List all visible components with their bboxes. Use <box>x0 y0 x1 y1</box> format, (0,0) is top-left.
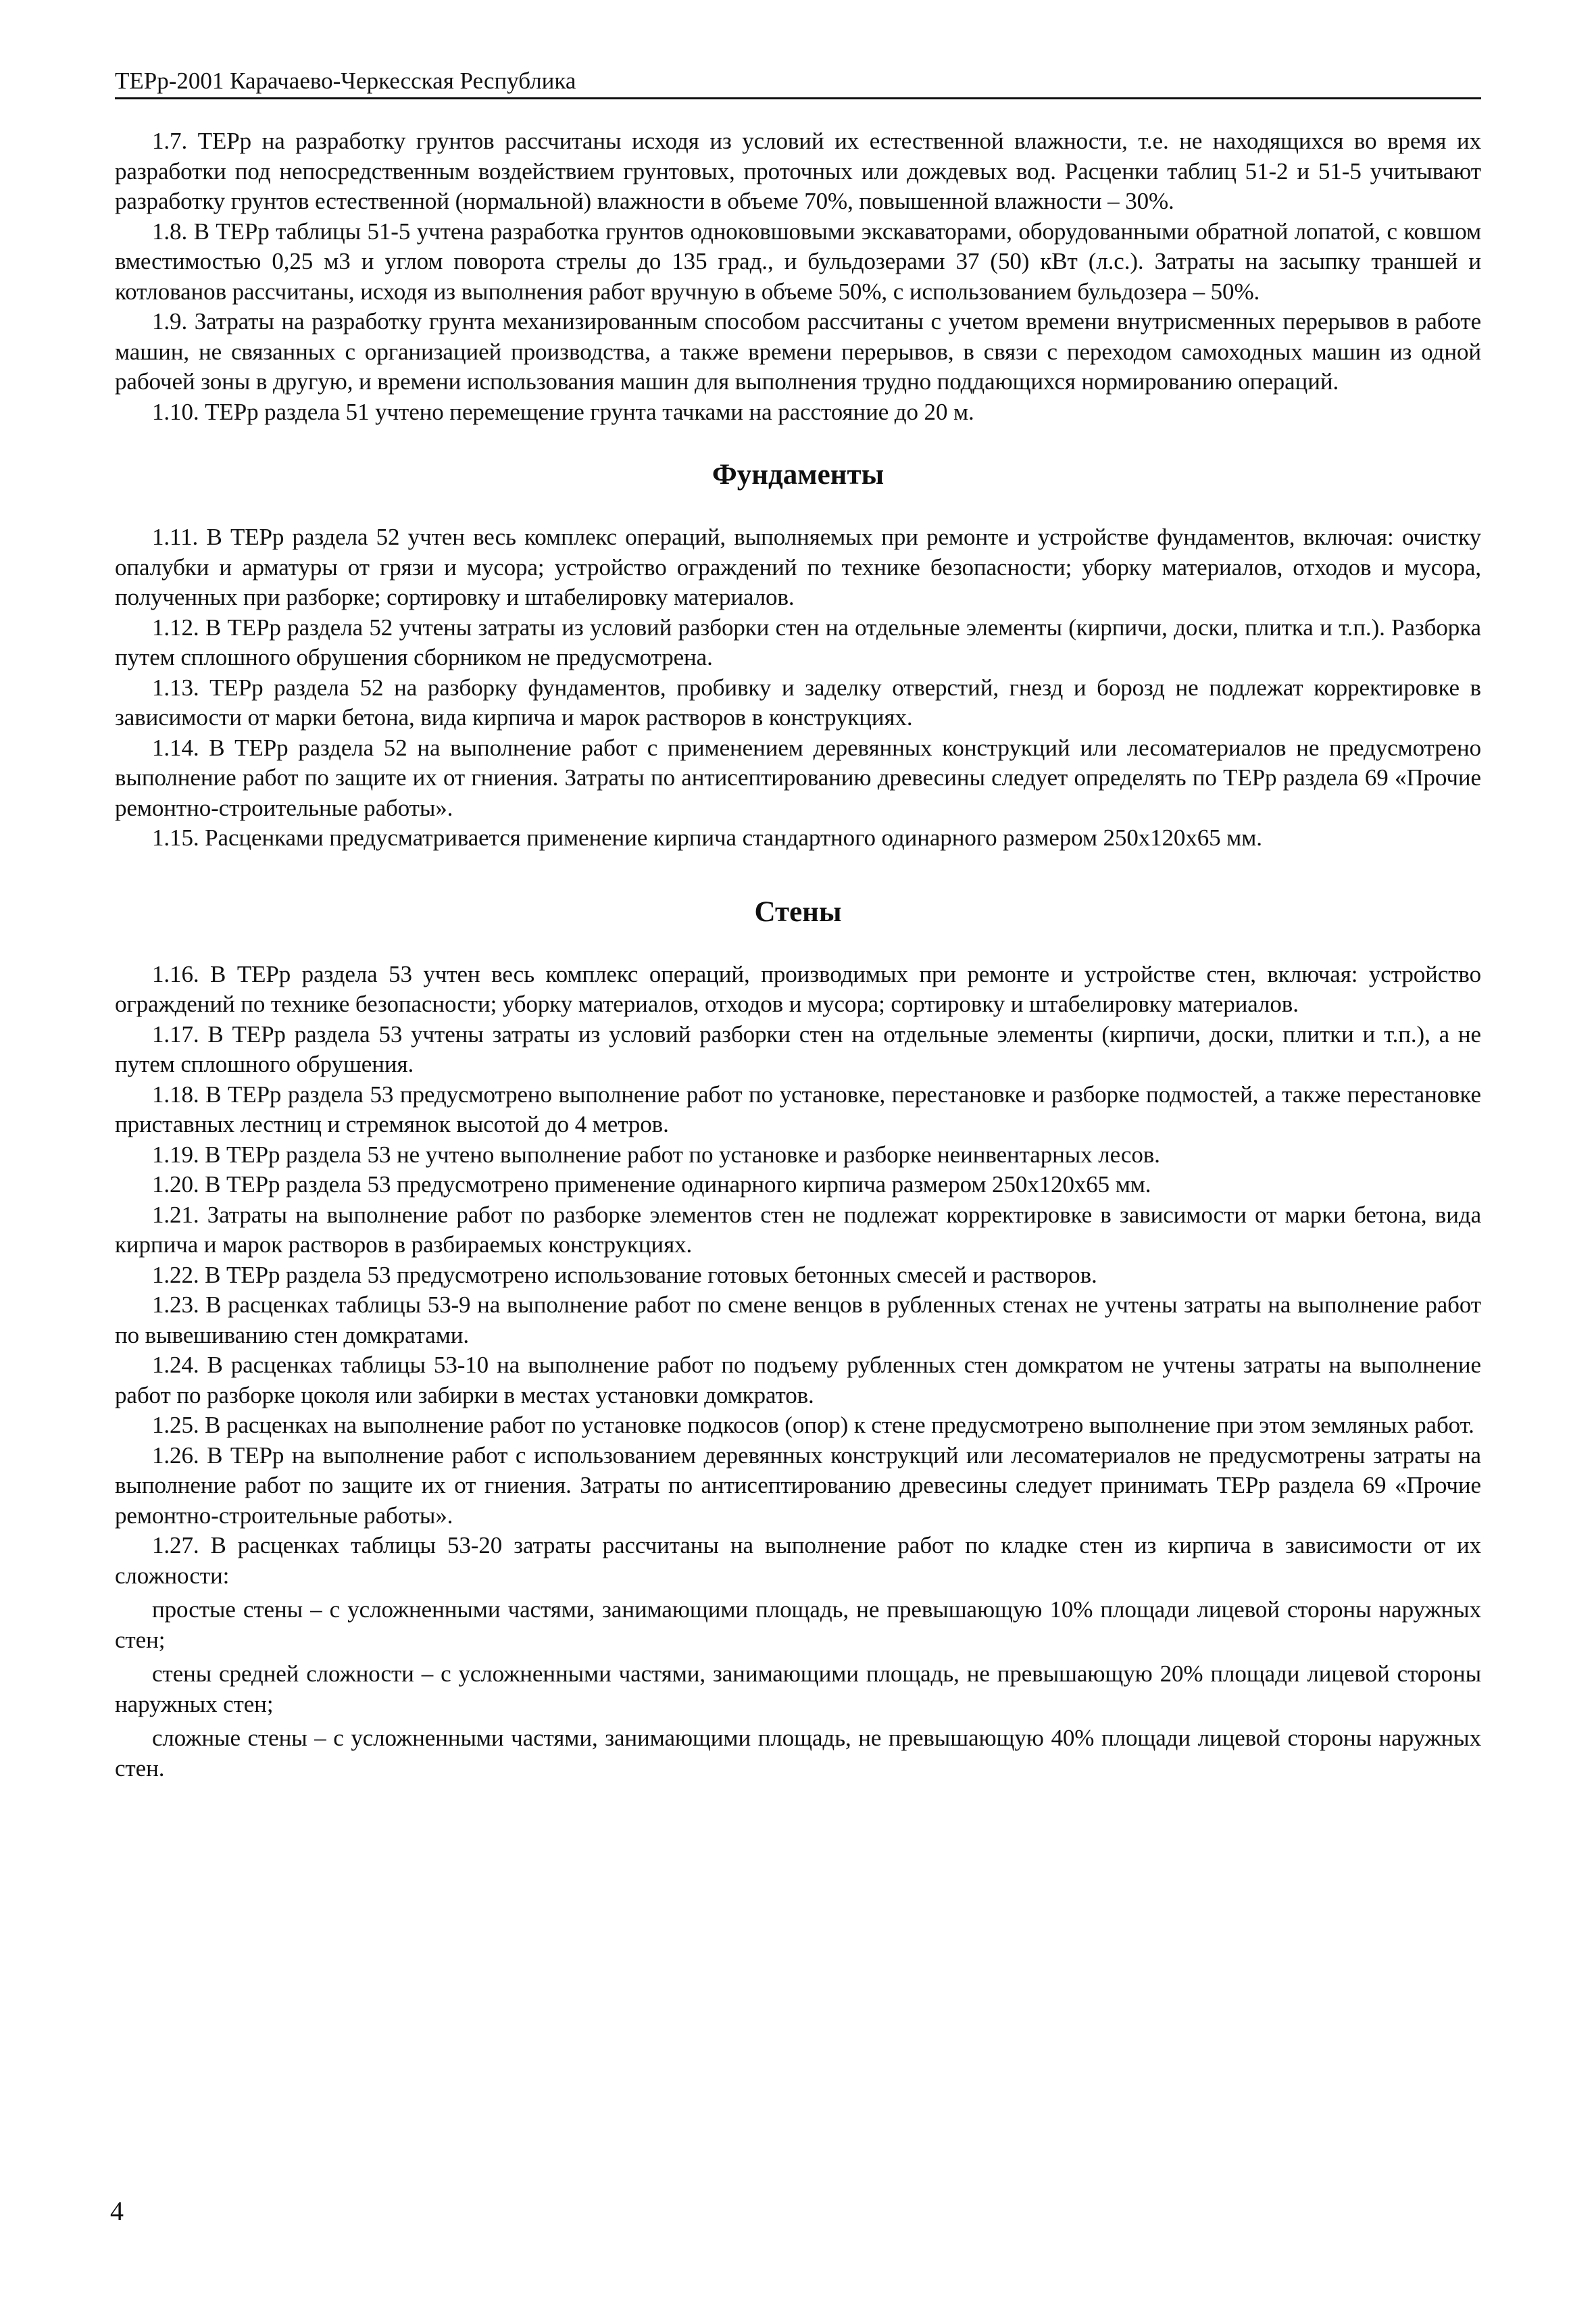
paragraph-1-9: 1.9. Затраты на разработку грунта механизированным способом рассчитаны с учетом времени внутрисменных перерывов в работе машин, не связанных с организацией производства, а также времени перерывов, в связи с переходом самоходных машин из одной рабочей зоны в другую, и времени использования машин для выполнения трудно поддающихся нормированию операций. <box>115 308 1481 395</box>
complexity-item-complex: сложные стены – с усложненными частями, занимающими площадь, не превышающую 40% площади лицевой стороны наружных стен. <box>115 1725 1481 1781</box>
paragraph-1-8: 1.8. В ТЕРр таблицы 51-5 учтена разработка грунтов одноковшовыми экскаваторами, оборудованными обратной лопатой, с ковшом вместимостью 0,25 м3 и углом поворота стрелы до 135 град., и бульдозерами 37 (50) кВт (л.с.). Затраты на засыпку траншей и котлованов рассчитаны, исходя из выполнения работ вручную в объеме 50%, с использованием бульдозера – 50%. <box>115 218 1481 305</box>
foundations-section <box>115 522 1481 854</box>
paragraph-1-7: 1.7. ТЕРр на разработку грунтов рассчитаны исходя из условий их естественной влажности, т.е. не находящихся во время их разработки под непосредственным воздействием грунтовых, проточных или дождевых вод. Расценки таблиц 51-2 и 51-5 учитывают разработку грунтов естественной (нормальной) влажности в объеме 70%, повышенной влажности – 30%. <box>115 128 1481 214</box>
paragraph-1-15: 1.15. Расценками предусматривается применение кирпича стандартного одинарного размером 250х120х65 мм. <box>152 824 1262 851</box>
running-header: ТЕРр-2001 Карачаево-Черкесская Республика <box>115 66 1481 99</box>
page-number: 4 <box>110 2196 124 2226</box>
complexity-item-simple: простые стены – с усложненными частями, занимающими площадь, не превышающую 10% площади лицевой стороны наружных стен; <box>115 1596 1481 1653</box>
paragraph-1-21: 1.21. Затраты на выполнение работ по разборке элементов стен не подлежат корректировке в зависимости от марки бетона, вида кирпича и марок растворов в разбираемых конструкциях. <box>115 1201 1481 1258</box>
paragraph-1-20: 1.20. В ТЕРр раздела 53 предусмотрено применение одинарного кирпича размером 250х120х65 мм. <box>152 1171 1151 1198</box>
walls-section <box>115 960 1481 1784</box>
intro-section <box>115 126 1481 427</box>
paragraph-1-22: 1.22. В ТЕРр раздела 53 предусмотрено использование готовых бетонных смесей и растворов. <box>152 1261 1097 1288</box>
paragraph-1-17: 1.17. В ТЕРр раздела 53 учтены затраты из условий разборки стен на отдельные элементы (кирпичи, доски, плитки и т.п.), а не путем сплошного обрушения. <box>115 1020 1481 1077</box>
paragraph-1-14: 1.14. В ТЕРр раздела 52 на выполнение работ с применением деревянных конструкций или лесоматериалов не предусмотрено выполнение работ по защите их от гниения. Затраты по антисептированию древесины следует определять по ТЕРр раздела 69 «Прочие ремонтно-строительные работы». <box>115 734 1481 821</box>
complexity-item-medium: стены средней сложности – с усложненными частями, занимающими площадь, не превышающую 20% площади лицевой стороны наружных стен; <box>115 1660 1481 1717</box>
paragraph-1-16: 1.16. В ТЕРр раздела 53 учтен весь комплекс операций, производимых при ремонте и устройстве стен, включая: устройство ограждений по технике безопасности; уборку материалов, отходов и мусора; сортировку и штабелировку материалов. <box>115 960 1481 1017</box>
paragraph-1-23: 1.23. В расценках таблицы 53-9 на выполнение работ по смене венцов в рубленных стенах не учтены затраты на выполнение работ по вывешиванию стен домкратами. <box>115 1291 1481 1348</box>
paragraph-1-18: 1.18. В ТЕРр раздела 53 предусмотрено выполнение работ по установке, перестановке и разборке подмостей, а также перестановке приставных лестниц и стремянок высотой до 4 метров. <box>115 1081 1481 1137</box>
section-heading-foundations: Фундаменты <box>712 459 884 491</box>
paragraph-1-11: 1.11. В ТЕРр раздела 52 учтен весь комплекс операций, выполняемых при ремонте и устройстве фундаментов, включая: очистку опалубки и арматуры от грязи и мусора; устройство ограждений по технике безопасности; уборку материалов, отходов и мусора, полученных при разборке; сортировку и штабелировку материалов. <box>115 524 1481 610</box>
paragraph-1-24: 1.24. В расценках таблицы 53-10 на выполнение работ по подъему рубленных стен домкратом не учтены затраты на выполнение работ по разборке цоколя или забирки в местах установки домкратов. <box>115 1352 1481 1408</box>
paragraph-1-26: 1.26. В ТЕРр на выполнение работ с использованием деревянных конструкций или лесоматериалов не предусмотрены затраты на выполнение работ по защите их от гниения. Затраты по антисептированию древесины следует принимать ТЕРр раздела 69 «Прочие ремонтно-строительные работы». <box>115 1442 1481 1529</box>
paragraph-1-19: 1.19. В ТЕРр раздела 53 не учтено выполнение работ по установке и разборке неинвентарных лесов. <box>152 1141 1160 1168</box>
paragraph-1-25: 1.25. В расценках на выполнение работ по установке подкосов (опор) к стене предусмотрено выполнение при этом земляных работ. <box>152 1412 1474 1438</box>
paragraph-1-10: 1.10. ТЕРр раздела 51 учтено перемещение грунта тачками на расстояние до 20 м. <box>152 398 974 425</box>
paragraph-1-13: 1.13. ТЕРр раздела 52 на разборку фундаментов, пробивку и заделку отверстий, гнезд и борозд не подлежат корректировке в зависимости от марки бетона, вида кирпича и марок растворов в конструкциях. <box>115 674 1481 731</box>
section-heading-walls: Стены <box>754 895 842 928</box>
paragraph-1-27: 1.27. В расценках таблицы 53-20 затраты рассчитаны на выполнение работ по кладке стен из кирпича в зависимости от их сложности: <box>115 1532 1481 1589</box>
paragraph-1-12: 1.12. В ТЕРр раздела 52 учтены затраты из условий разборки стен на отдельные элементы (кирпичи, доски, плитка и т.п.). Разборка путем сплошного обрушения сборником не предусмотрена. <box>115 614 1481 670</box>
